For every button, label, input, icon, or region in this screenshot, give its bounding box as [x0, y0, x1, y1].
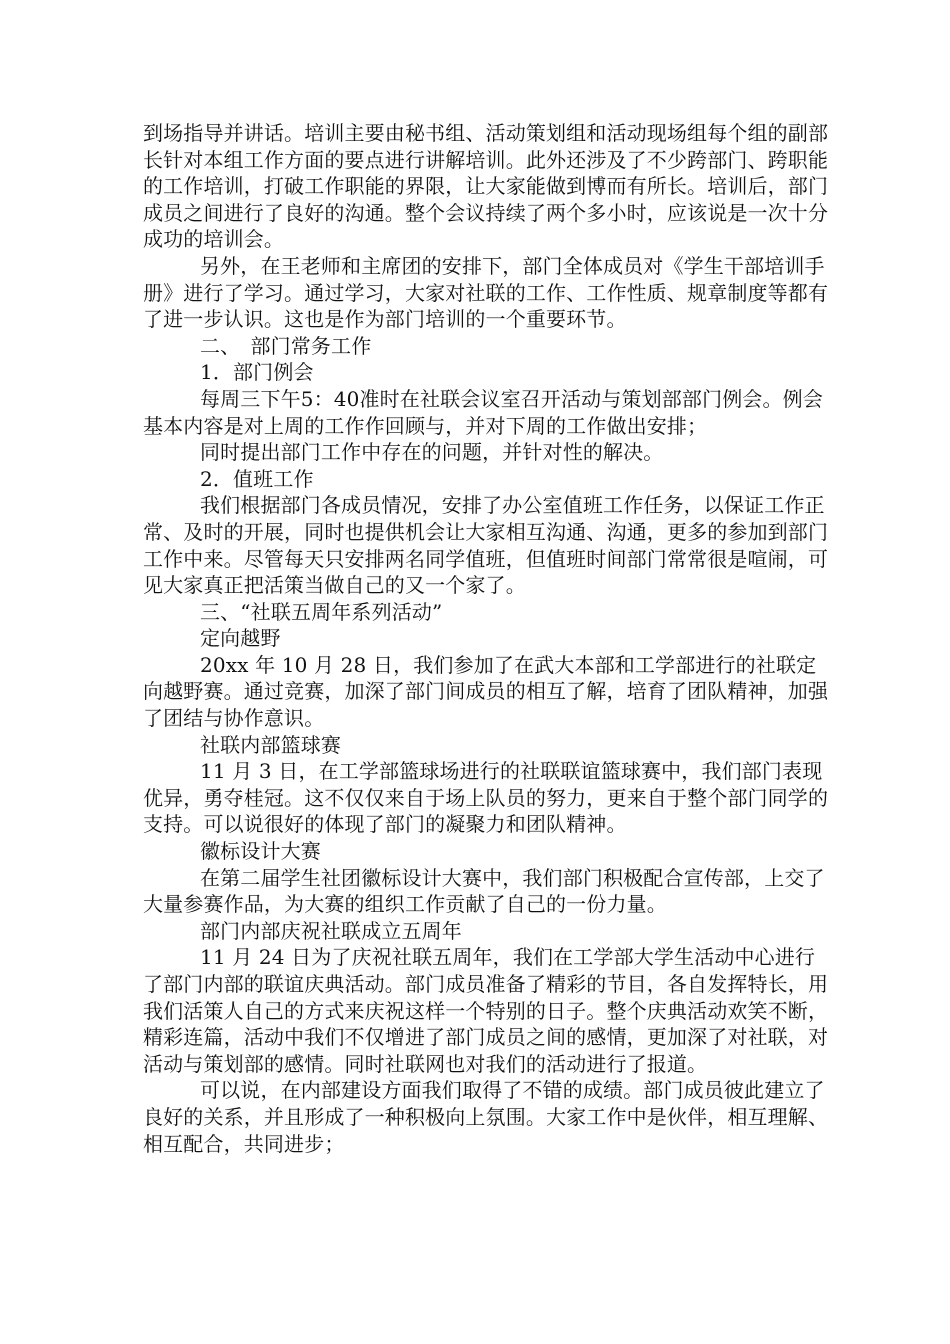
section-heading: 1．部门例会 [200, 360, 314, 385]
document-body [143, 120, 829, 1157]
section-heading: 徽标设计大赛 [200, 839, 321, 864]
body-paragraph: 可以说，在内部建设方面我们取得了不错的成绩。部门成员彼此建立了良好的关系，并且形成了一种积极向上氛围。大家工作中是伙伴，相互理解、相互配合，共同进步； [143, 1078, 829, 1156]
section-heading: 三、“社联五周年系列活动” [200, 599, 443, 624]
body-paragraph: 到场指导并讲话。培训主要由秘书组、活动策划组和活动现场组每个组的副部长针对本组工作方面的要点进行讲解培训。此外还涉及了不少跨部门、跨职能的工作培训，打破工作职能的界限，让大家能做到博而有所长。培训后，部门成员之间进行了良好的沟通。整个会议持续了两个多小时，应该说是一次十分成功的培训会。 [143, 121, 829, 252]
body-paragraph: 在第二届学生社团徽标设计大赛中，我们部门积极配合宣传部，上交了大量参赛作品，为大赛的组织工作贡献了自己的一份力量。 [143, 865, 825, 917]
body-paragraph: 另外，在王老师和主席团的安排下，部门全体成员对《学生干部培训手册》进行了学习。通过学习，大家对社联的工作、工作性质、规章制度等都有了进一步认识。这也是作为部门培训的一个重要环节。 [143, 253, 829, 332]
body-paragraph: 11 月 3 日，在工学部篮球场进行的社联联谊篮球赛中，我们部门表现优异，勇夺桂冠。这不仅仅来自于场上队员的努力，更来自于整个部门同学的支持。可以说很好的体现了部门的凝聚力和团队精神。 [143, 759, 829, 837]
body-paragraph: 同时提出部门工作中存在的问题，并针对性的解决。 [200, 440, 664, 465]
body-paragraph: 我们根据部门各成员情况，安排了办公室值班工作任务，以保证工作正常、及时的开展，同时也提供机会让大家相互沟通、沟通，更多的参加到部门工作中来。尽管每天只安排两名同学值班，但值班时间部门常常很是喧闹，可见大家真正把活策当做自己的又一个家了。 [143, 493, 829, 598]
section-heading: 二、 部门常务工作 [200, 333, 372, 358]
section-heading: 部门内部庆祝社联成立五周年 [200, 918, 462, 943]
body-paragraph: 每周三下午5：40准时在社联会议室召开活动与策划部部门例会。例会基本内容是对上周的工作作回顾与，并对下周的工作做出安排； [143, 386, 823, 438]
body-paragraph: 20xx 年 10 月 28 日，我们参加了在武大本部和工学部进行的社联定向越野赛。通过竞赛，加深了部门间成员的相互了解，培育了团队精神，加强了团结与协作意识。 [143, 652, 829, 731]
section-heading: 社联内部篮球赛 [200, 732, 342, 757]
body-paragraph: 11 月 24 日为了庆祝社联五周年，我们在工学部大学生活动中心进行了部门内部的联谊庆典活动。部门成员准备了精彩的节目，各自发挥特长，用我们活策人自己的方式来庆祝这样一个特别的日子。整个庆典活动欢笑不断，精彩连篇，活动中我们不仅增进了部门成员之间的感情，更加深了对社联，对活动与策划部的感情。同时社联网也对我们的活动进行了报道。 [143, 945, 829, 1076]
section-heading: 定向越野 [200, 626, 281, 651]
section-heading: 2．值班工作 [200, 466, 314, 491]
